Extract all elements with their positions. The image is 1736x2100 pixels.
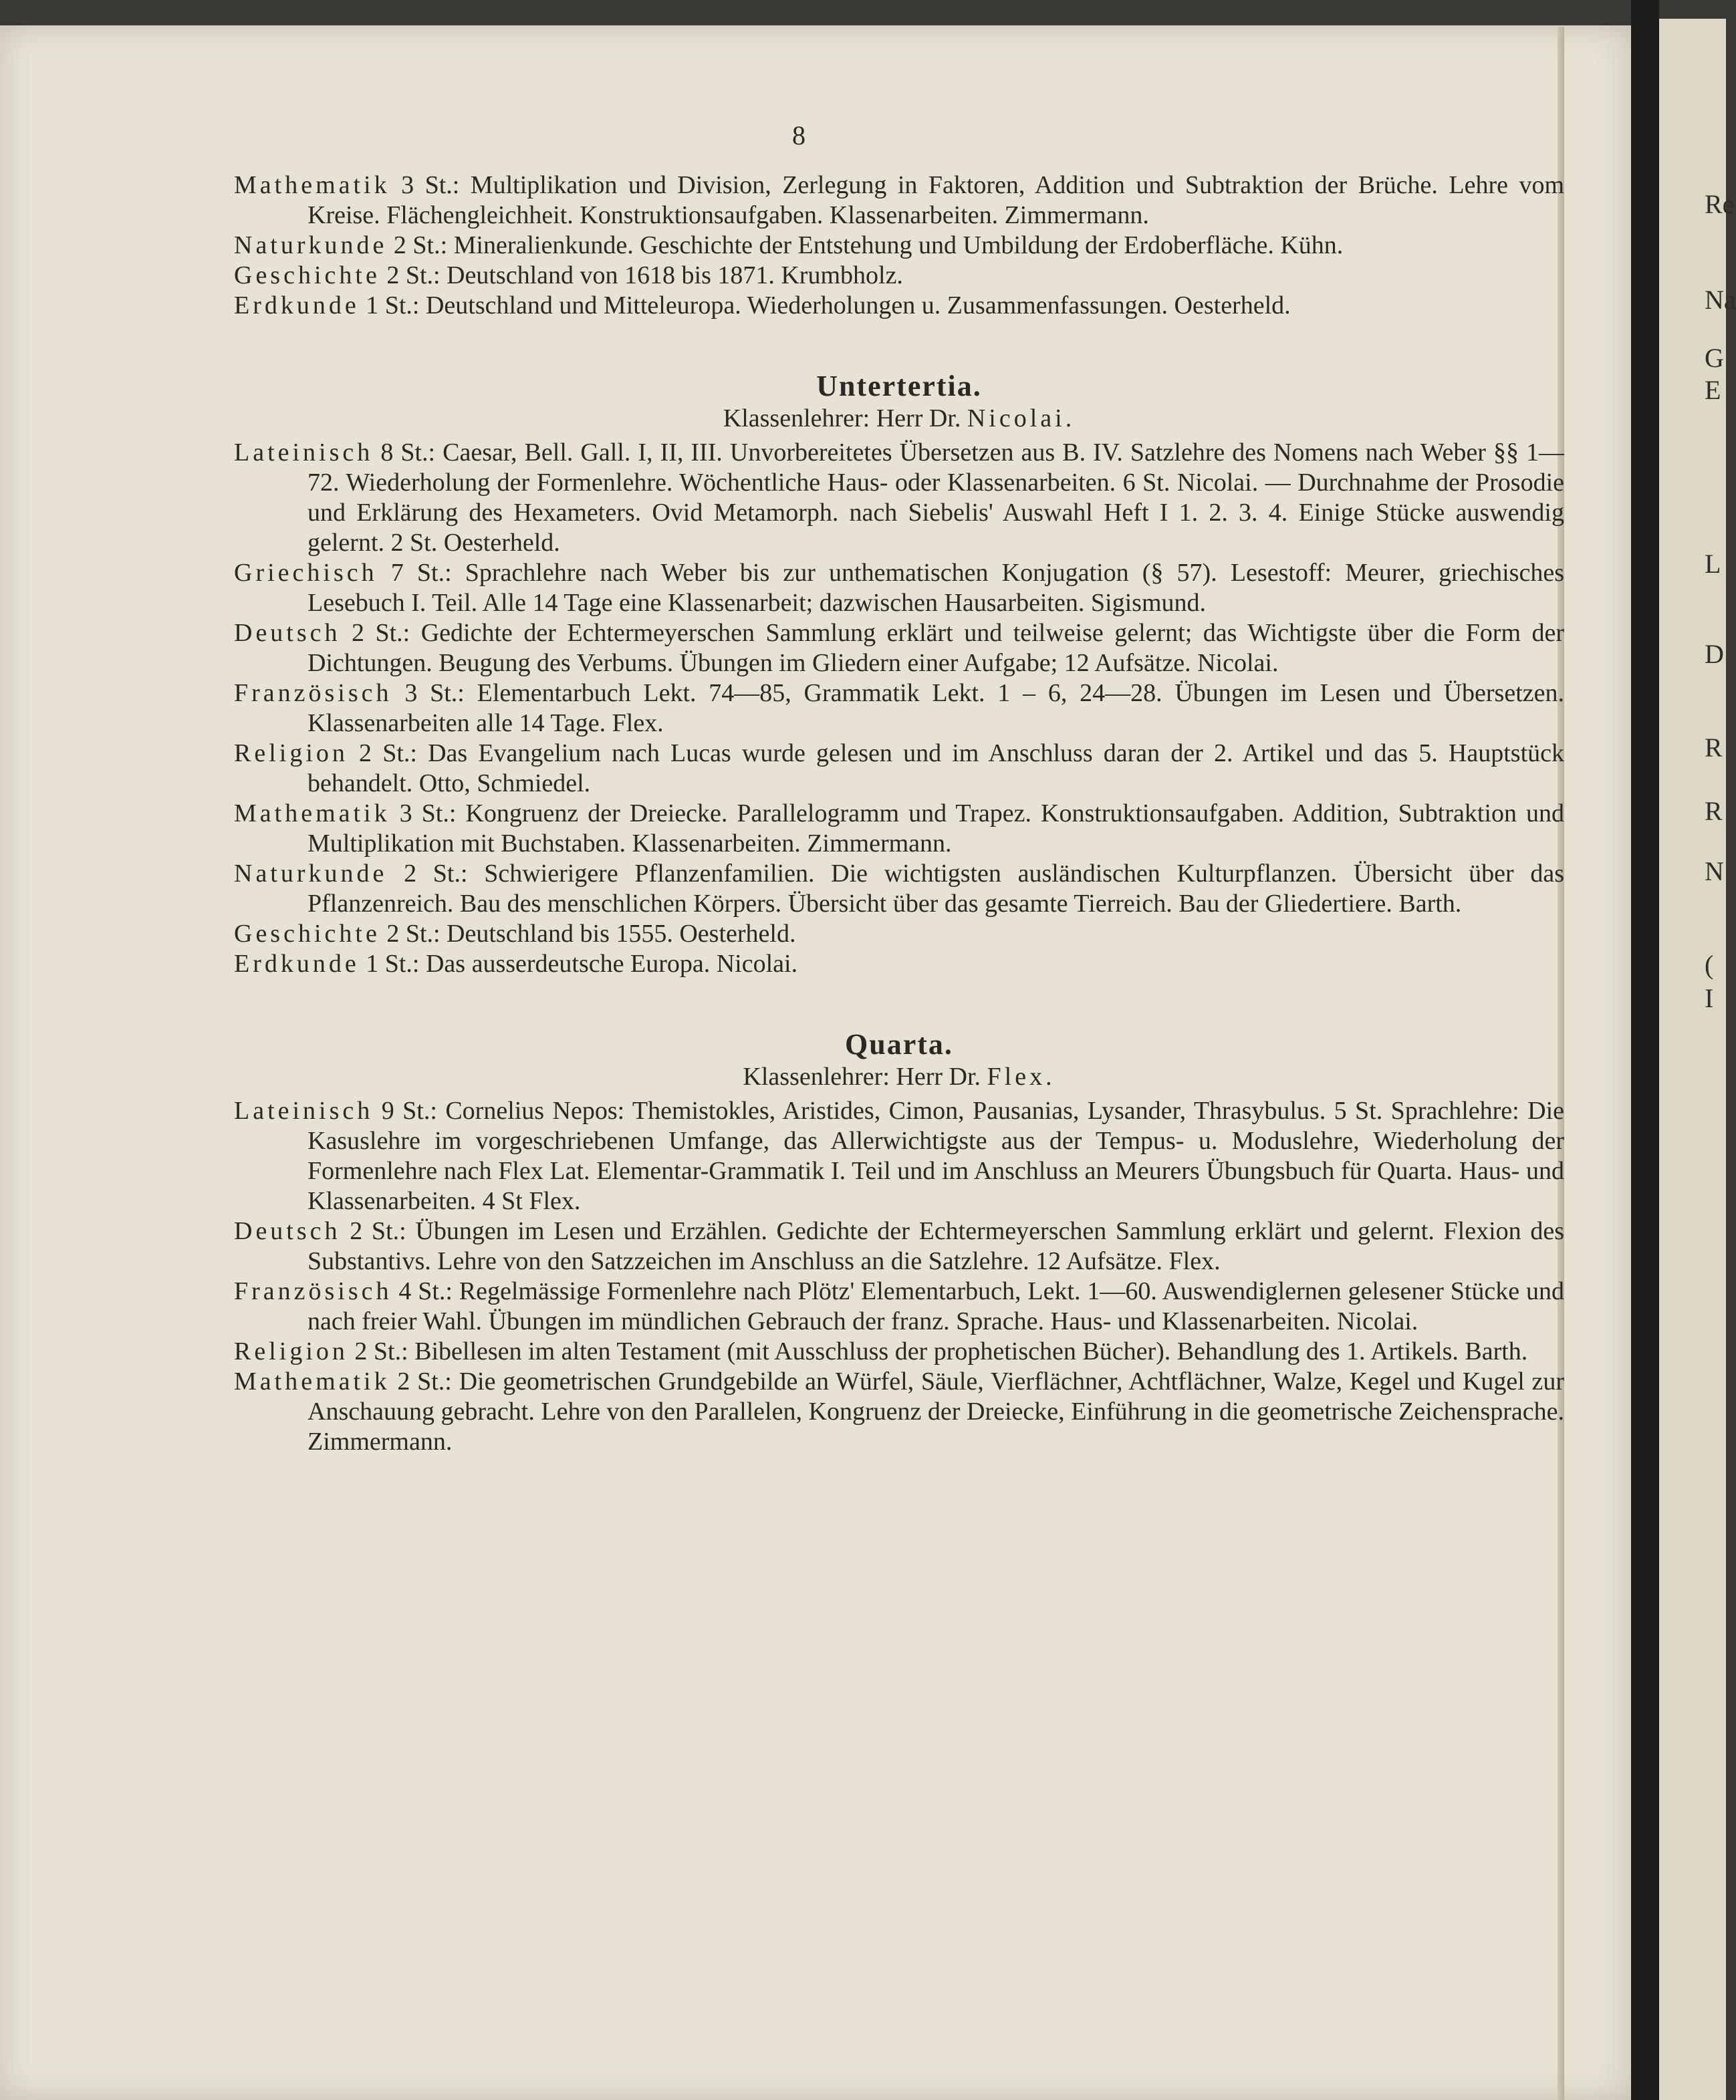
subject-entry [234,739,1564,799]
subject-entry [234,1367,1564,1457]
subject-text: 1 St.: Deutschland und Mitteleuropa. Wiederholungen u. Zusammenfassungen. Oesterheld. [366,291,1291,319]
subject-entry [234,1096,1564,1216]
subject-name: Deutsch [234,619,341,647]
teacher-prefix: Klassenlehrer: Herr Dr. [743,1063,981,1091]
subject-text: 7 St.: Sprachlehre nach Weber bis zur unthematischen Konjugation (§ 57). Lesestoff: Meurer, griechisches Lesebuch I. Teil. Alle 14 Tage eine Klassenarbeit; dazwischen Hausarbeiten. Sigismund. [307,559,1564,617]
subject-text: 2 St.: Schwierigere Pflanzenfamilien. Die wichtigsten ausländischen Kulturpflanzen. Übersicht über das Pflanzenreich. Bau des menschlichen Körpers. Übersicht über das gesamte Tierreich. Bau der Gliedertiere. Barth. [307,860,1565,918]
subject-text: 3 St.: Multiplikation und Division, Zerlegung in Faktoren, Addition und Subtraktion der Brüche. Lehre vom Kreise. Flächengleichheit. Konstruktionsaufgaben. Klassenarbeiten. Zimmermann. [307,171,1565,229]
subject-name: Französisch [234,679,392,707]
subject-name: Mathematik [234,799,390,827]
subject-entry [234,291,1564,321]
subject-name: Geschichte [234,920,380,948]
subject-entry [234,799,1564,859]
next-page-fragment: D [1705,639,1724,669]
subject-entry [234,618,1564,678]
class-teacher-line [234,404,1564,434]
subject-name: Religion [234,1337,348,1365]
page-content [234,120,1564,1457]
subject-text: 9 St.: Cornelius Nepos: Themistokles, Aristides, Cimon, Pausanias, Lysander, Thrasybulus. 5 St. Sprachlehre: Die Kasuslehre im vorgeschriebenen Umfange, das Allerwichtigste aus der Tempus- u. Moduslehre, Wiederholung der Formenlehre nach Flex Lat. Elementar-Grammatik I. Teil und im Anschluss an Meurers Übungsbuch für Quarta. Haus- und Klassenarbeiten. 4 St Flex. [307,1097,1564,1215]
book-gutter [1631,0,1659,2100]
next-page-edge [1659,19,1726,2100]
subject-text: 2 St.: Die geometrischen Grundgebilde an Würfel, Säule, Vierflächner, Achtflächner, Walze, Kegel und Kugel zur Anschauung gebracht. Lehre von den Parallelen, Kongruenz der Dreiecke, Einführung in die geometrische Zeichensprache. Zimmermann. [307,1367,1565,1456]
subject-text: 2 St.: Übungen im Lesen und Erzählen. Gedichte der Echtermeyerschen Sammlung erklärt und gelernt. Flexion des Substantivs. Lehre von den Satzzeichen im Anschluss an die Satzlehre. 12 Aufsätze. Flex. [307,1217,1565,1275]
subject-name: Lateinisch [234,438,374,467]
subject-text: 1 St.: Das ausserdeutsche Europa. Nicolai. [366,950,798,978]
next-page-fragment: R [1705,796,1723,826]
next-page-fragment: R [1705,733,1723,763]
subject-entry [234,261,1564,291]
subject-entry [234,919,1564,949]
subject-entry [234,859,1564,919]
subject-entry [234,1277,1564,1337]
page-number: 8 [792,120,805,150]
next-page-fragment: Na [1705,285,1736,315]
subject-name: Mathematik [234,171,390,199]
teacher-name: Flex. [987,1063,1056,1091]
subject-entry [234,170,1564,231]
subject-text: 2 St.: Deutschland von 1618 bis 1871. Krumbholz. [386,261,903,289]
subject-entry [234,438,1564,558]
next-page-fragment: ( [1705,950,1714,980]
next-page-fragment: Re [1705,189,1735,219]
section-title: Untertertia. [816,370,982,402]
subject-name: Lateinisch [234,1097,374,1125]
next-page-fragment: E [1705,375,1721,405]
subject-text: 3 St.: Kongruenz der Dreiecke. Parallelogramm und Trapez. Konstruktionsaufgaben. Addition, Subtraktion und Multiplikation mit Buchstaben. Klassenarbeiten. Zimmermann. [307,799,1564,858]
subject-name: Deutsch [234,1217,341,1245]
subject-text: 2 St.: Das Evangelium nach Lucas wurde gelesen und im Anschluss daran der 2. Artikel und das 5. Hauptstück behandelt. Otto, Schmiedel. [307,739,1565,797]
subject-entry [234,949,1564,979]
next-page-fragment: I [1705,983,1714,1013]
subject-entry [234,678,1564,739]
subject-name: Geschichte [234,261,380,289]
section-untertertia [234,371,1564,979]
subject-entry [234,1337,1564,1367]
next-page-fragment: G [1705,343,1724,373]
teacher-prefix: Klassenlehrer: Herr Dr. [723,404,961,432]
subject-text: 2 St.: Mineralienkunde. Geschichte der Entstehung und Umbildung der Erdoberfläche. Kühn. [393,231,1344,259]
section-continuation [234,170,1564,321]
class-teacher-line [234,1062,1564,1092]
subject-name: Erdkunde [234,950,360,978]
subject-entry [234,558,1564,618]
section-quarta [234,1029,1564,1457]
subject-text: 2 St.: Gedichte der Echtermeyerschen Sammlung erklärt und teilweise gelernt; das Wichtigste über die Form der Dichtungen. Beugung des Verbums. Übungen im Gliedern einer Aufgabe; 12 Aufsätze. Nicolai. [307,619,1565,677]
subject-text: 8 St.: Caesar, Bell. Gall. I, II, III. Unvorbereitetes Übersetzen aus B. IV. Satzlehre des Nomens nach Weber §§ 1—72. Wiederholung der Formenlehre. Wöchentliche Haus- oder Klassenarbeiten. 6 St. Nicolai. — Durchnahme der Prosodie und Erklärung des Hexameters. Ovid Metamorph. nach Siebelis' Auswahl Heft I 1. 2. 3. 4. Einige Stücke auswendig gelernt. 2 St. Oesterheld. [307,438,1565,557]
subject-name: Französisch [234,1277,392,1305]
subject-name: Religion [234,739,348,767]
subject-name: Mathematik [234,1367,390,1396]
subject-name: Naturkunde [234,231,388,259]
subject-name: Naturkunde [234,860,388,888]
next-page-fragment: N [1705,856,1724,886]
subject-text: 2 St.: Bibellesen im alten Testament (mit Ausschluss der prophetischen Bücher). Behandlung des 1. Artikels. Barth. [354,1337,1528,1365]
subject-entry [234,231,1564,261]
subject-text: 2 St.: Deutschland bis 1555. Oesterheld. [386,920,796,948]
subject-name: Griechisch [234,559,378,587]
next-page-fragment: L [1705,549,1721,579]
teacher-name: Nicolai. [967,404,1076,432]
subject-entry [234,1216,1564,1277]
subject-text: 4 St.: Regelmässige Formenlehre nach Plötz' Elementarbuch, Lekt. 1—60. Auswendiglernen gelesener Stücke und nach freier Wahl. Übungen im mündlichen Gebrauch der franz. Sprache. Haus- und Klassenarbeiten. Nicolai. [307,1277,1565,1335]
subject-text: 3 St.: Elementarbuch Lekt. 74—85, Grammatik Lekt. 1 – 6, 24—28. Übungen im Lesen und Übersetzen. Klassenarbeiten alle 14 Tage. Flex. [307,679,1565,737]
subject-name: Erdkunde [234,291,360,319]
section-title: Quarta. [845,1028,953,1061]
